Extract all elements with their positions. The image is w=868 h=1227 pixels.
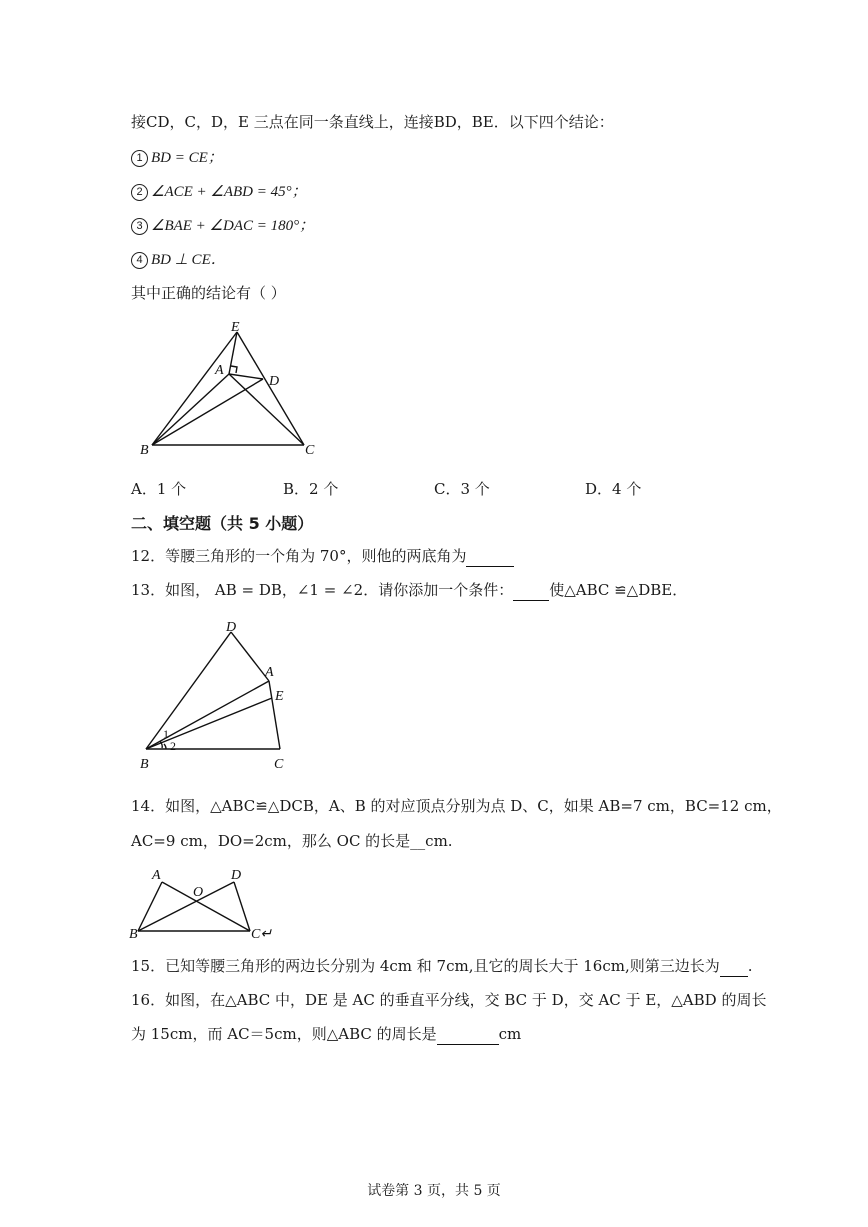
label-E: E — [275, 689, 284, 704]
label-E: E — [231, 320, 240, 335]
q11-figure — [130, 315, 330, 460]
conclusion-text: BD ⊥ CE． — [151, 252, 226, 268]
q11-conclusion-2 — [131, 181, 307, 202]
label-D: D — [269, 374, 280, 389]
q15-text — [131, 956, 753, 977]
q13-prompt-end: 使△ABC ≌△DBE． — [549, 581, 688, 599]
q11-conclusion-3 — [131, 215, 314, 236]
label-B: B — [140, 757, 149, 772]
option-d[interactable]: D．4 个 — [585, 480, 642, 498]
section-title: 二、填空题（共 5 小题） — [131, 514, 314, 533]
q16-prompt: 为 15cm，而 AC＝5cm，则△ABC 的周长是 — [131, 1025, 437, 1043]
label-A: A — [215, 363, 224, 378]
label-D: D — [231, 868, 242, 883]
label-B: B — [140, 443, 149, 458]
circled-number: 1 — [131, 150, 148, 167]
label-angle-2: 2 — [170, 739, 176, 753]
q11-conclusion-1 — [131, 147, 223, 168]
q14-line2: AC=9 cm，DO=2cm，那么 OC 的长是__cm. — [131, 832, 453, 850]
q11-intro: 接CD，C，D，E 三点在同一条直线上，连接BD，BE．以下四个结论： — [131, 113, 614, 131]
conclusion-text: ∠BAE + ∠DAC = 180°； — [151, 218, 315, 234]
conclusion-text: BD = CE； — [151, 150, 223, 166]
q12-answer-blank[interactable] — [466, 546, 514, 567]
conclusion-text: ∠ACE + ∠ABD = 45°； — [151, 184, 307, 200]
q13-answer-blank[interactable] — [513, 580, 549, 601]
q15-prompt: 15．已知等腰三角形的两边长分别为 4cm 和 7cm,且它的周长大于 16cm,则第三边长为 — [131, 957, 720, 975]
q11-conclusion-4 — [131, 249, 226, 270]
label-O: O — [193, 885, 204, 900]
circled-number: 2 — [131, 184, 148, 201]
circled-number: 3 — [131, 218, 148, 235]
q12-prompt: 12．等腰三角形的一个角为 70°，则他的两底角为 — [131, 547, 467, 565]
option-b[interactable]: B．2 个 — [283, 480, 339, 498]
page-footer: 试卷第 3 页，共 5 页 — [367, 1183, 501, 1199]
label-A: A — [152, 868, 161, 883]
option-a[interactable]: A．1 个 — [131, 480, 187, 498]
q13-prompt: 13．如图， AB = DB，∠1 = ∠2．请你添加一个条件： — [131, 581, 514, 599]
q14-line1: 14．如图，△ABC≌△DCB，A、B 的对应顶点分别为点 D、C，如果 AB=7 cm，BC=12 cm， — [131, 797, 782, 815]
q14-figure — [126, 864, 276, 946]
q12-text — [131, 546, 514, 567]
label-C: C↵ — [251, 927, 273, 942]
label-C: C — [274, 757, 284, 772]
label-A: A — [265, 665, 274, 680]
q16-line2 — [131, 1024, 521, 1045]
circled-number: 4 — [131, 252, 148, 269]
q11-question: 其中正确的结论有（ ） — [131, 284, 286, 302]
q16-unit: cm — [498, 1025, 522, 1043]
q13-figure — [130, 612, 300, 774]
label-angle-1: 1 — [163, 727, 169, 741]
label-B: B — [129, 927, 138, 942]
label-C: C — [305, 443, 315, 458]
q16-answer-blank[interactable] — [437, 1024, 499, 1045]
option-c[interactable]: C．3 个 — [434, 480, 490, 498]
label-D: D — [226, 620, 237, 635]
q15-period: . — [747, 957, 753, 975]
q15-answer-blank[interactable] — [720, 956, 748, 977]
q16-line1: 16．如图，在△ABC 中，DE 是 AC 的垂直平分线，交 BC 于 D，交 AC 于 E，△ABD 的周长 — [131, 991, 767, 1009]
q13-text — [131, 580, 687, 601]
